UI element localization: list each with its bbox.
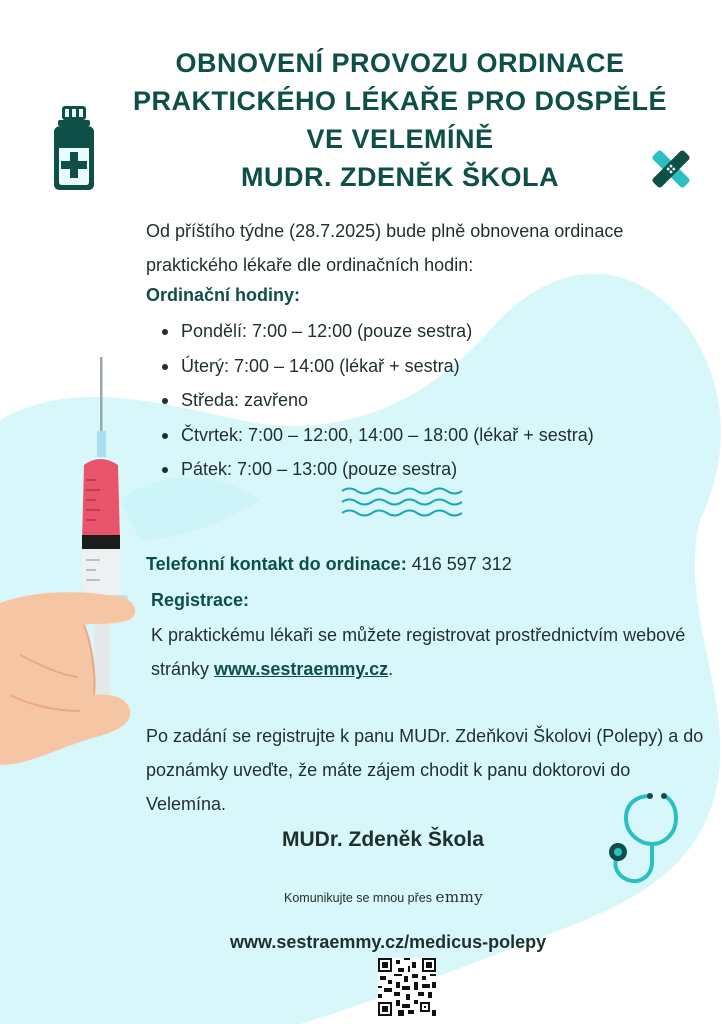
- hours-list: [160, 314, 594, 487]
- hours-heading: Ordinační hodiny:: [146, 285, 301, 305]
- registration-link[interactable]: www.sestraemmy.cz: [214, 659, 389, 679]
- title-line-1: OBNOVENÍ PROVOZU ORDINACE: [175, 48, 625, 78]
- communicate-text: Komunikujte se mnou přes: [284, 891, 432, 905]
- hours-item-tuesday: Úterý: 7:00 – 14:00 (lékař + sestra): [160, 349, 594, 384]
- emmy-brand-logo: emmy: [435, 888, 484, 906]
- registration-text: [151, 618, 721, 686]
- qr-code-icon[interactable]: [378, 958, 436, 1016]
- doctor-name: MUDr. Zdeněk Škola: [282, 828, 484, 851]
- registration-note: Po zadání se registrujte k panu MUDr. Zdeňkovi Školovi (Polepy) a do poznámky uveďte, že máte zájem chodit k panu doktorovi do Velemína.: [146, 726, 704, 814]
- title-line-2: PRAKTICKÉHO LÉKAŘE PRO DOSPĚLÉ: [132, 86, 668, 116]
- footer-url[interactable]: www.sestraemmy.cz/medicus-polepy: [230, 932, 547, 952]
- page-title: [100, 44, 700, 196]
- stethoscope-icon: [606, 790, 686, 890]
- phone-number[interactable]: 416 597 312: [411, 554, 512, 574]
- syringe-hand-illustration: [0, 355, 150, 765]
- registration-heading: Registrace:: [151, 590, 250, 610]
- title-line-3: VE VELEMÍNĚ: [306, 124, 494, 154]
- medicine-bottle-icon: [48, 104, 100, 192]
- communicate-line: [284, 888, 483, 906]
- registration-period: .: [388, 659, 394, 679]
- title-line-4: MUDR. ZDENĚK ŠKOLA: [241, 162, 559, 192]
- hours-item-monday: Pondělí: 7:00 – 12:00 (pouze sestra): [160, 314, 594, 349]
- registration-body: K praktickému lékaři se můžete registrovat prostřednictvím webové stránky: [151, 625, 686, 679]
- wave-divider-icon: [340, 486, 462, 520]
- intro-text: Od příštího týdne (28.7.2025) bude plně obnovena ordinace praktického lékaře dle ordinačních hodin:: [146, 221, 624, 275]
- hours-item-thursday: Čtvrtek: 7:00 – 12:00, 14:00 – 18:00 (lékař + sestra): [160, 418, 594, 453]
- phone-label: Telefonní kontakt do ordinace:: [146, 554, 407, 574]
- hours-item-friday: Pátek: 7:00 – 13:00 (pouze sestra): [160, 452, 594, 487]
- phone-contact: [146, 554, 512, 575]
- hours-item-wednesday: Středa: zavřeno: [160, 383, 594, 418]
